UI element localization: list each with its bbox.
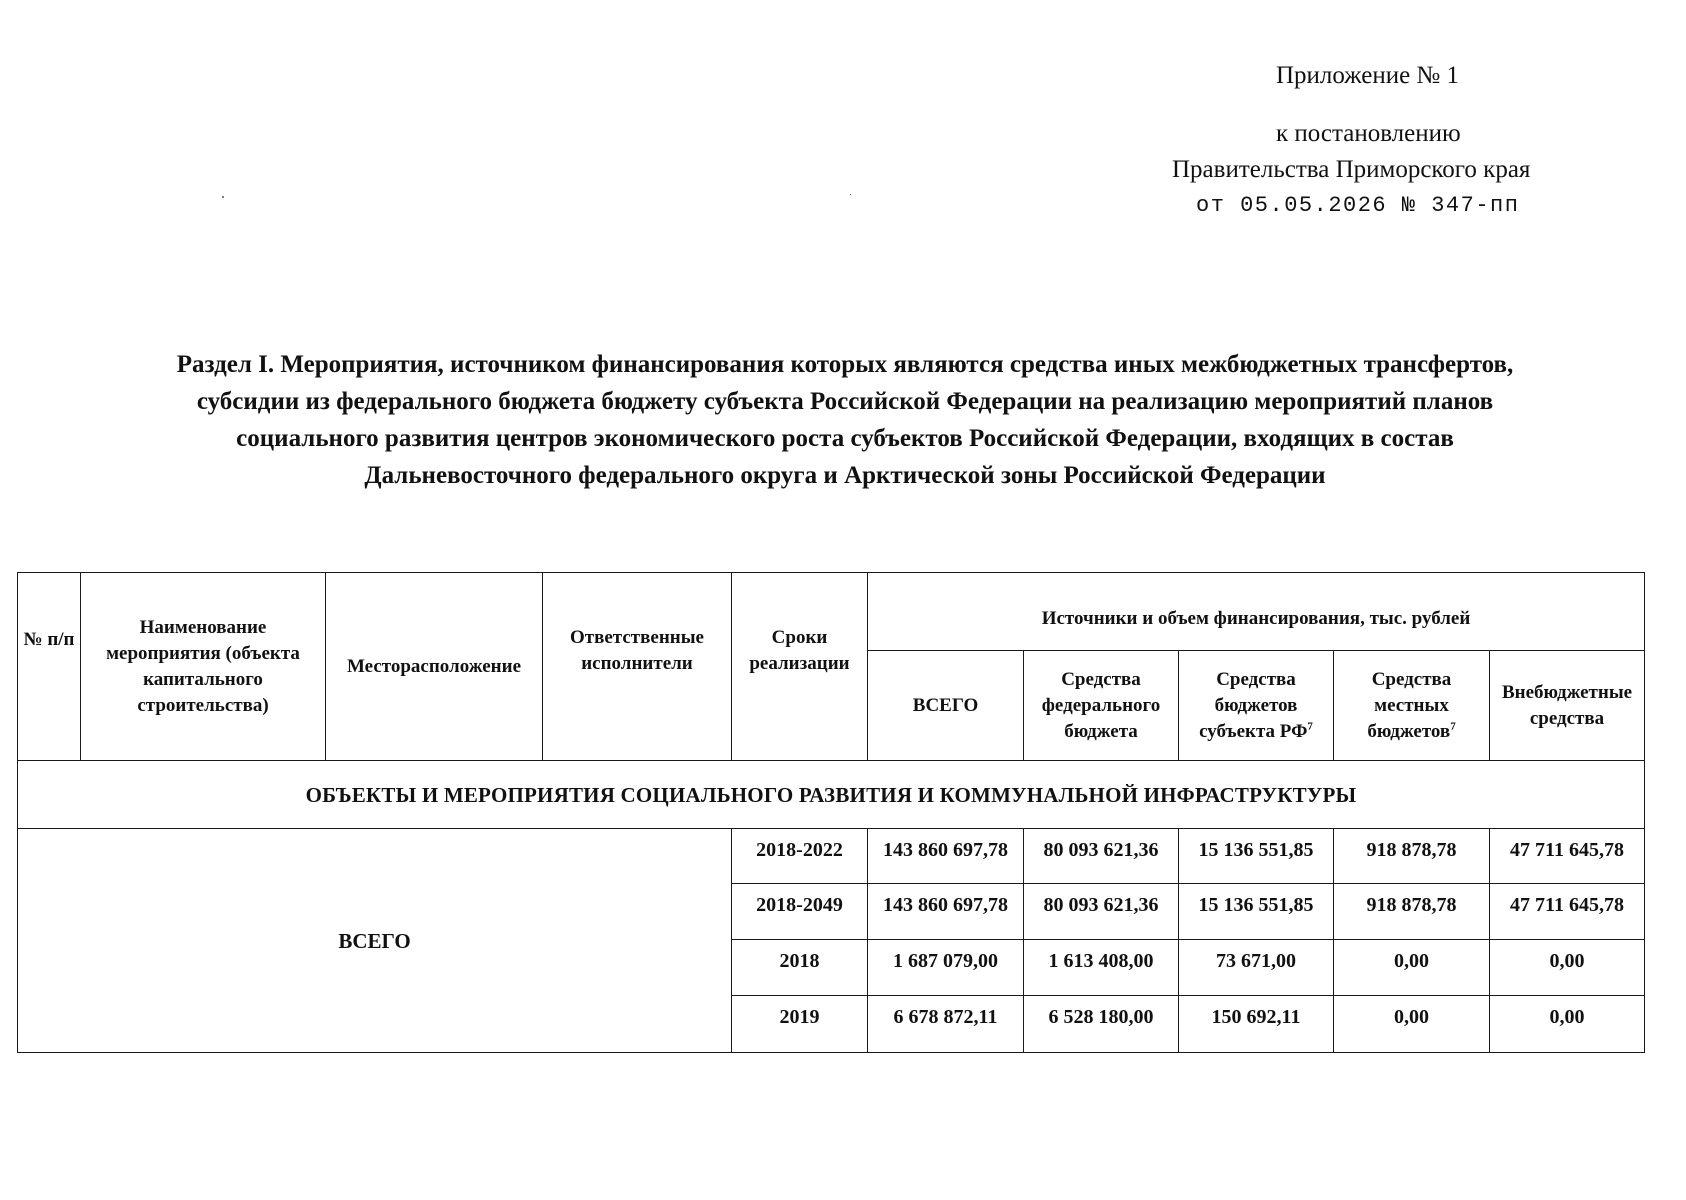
section-title-line: социального развития центров экономического роста субъектов Российской Федерации, входящих в состав	[236, 425, 1454, 452]
cell-total: 1 687 079,00	[868, 940, 1024, 996]
header-num: № п/п	[18, 573, 81, 761]
cell-regional: 150 692,11	[1179, 996, 1334, 1053]
cell-period: 2018	[732, 940, 868, 996]
scan-speck	[850, 194, 851, 195]
section-title-line: Дальневосточного федерального округа и Арктической зоны Российской Федерации	[364, 462, 1326, 489]
cell-local: 918 878,78	[1334, 829, 1490, 884]
cell-total: 6 678 872,11	[868, 996, 1024, 1053]
cell-federal: 1 613 408,00	[1024, 940, 1179, 996]
cell-federal: 80 093 621,36	[1024, 829, 1179, 884]
cell-extra: 0,00	[1490, 996, 1645, 1053]
header-local-text: Средства местных бюджетов	[1367, 668, 1452, 742]
section-heading-row: ОБЪЕКТЫ И МЕРОПРИЯТИЯ СОЦИАЛЬНОГО РАЗВИТИЯ И КОММУНАЛЬНОЙ ИНФРАСТРУКТУРЫ	[18, 761, 1645, 829]
cell-federal: 80 093 621,36	[1024, 884, 1179, 940]
cell-total: 143 860 697,78	[868, 884, 1024, 940]
section-title	[40, 346, 1650, 494]
appendix-to: к постановлению	[1276, 120, 1461, 147]
cell-period: 2018-2022	[732, 829, 868, 884]
header-extra: Внебюджетные средства	[1490, 651, 1645, 761]
footnote-marker: 7	[1450, 720, 1456, 733]
cell-extra: 47 711 645,78	[1490, 829, 1645, 884]
total-label: ВСЕГО	[18, 829, 732, 1053]
cell-extra: 47 711 645,78	[1490, 884, 1645, 940]
header-terms: Сроки реализации	[732, 573, 868, 761]
header-responsible: Ответственные исполнители	[543, 573, 732, 761]
section-title-line: субсидии из федерального бюджета бюджету субъекта Российской Федерации на реализацию мероприятий планов	[196, 388, 1494, 415]
cell-regional: 15 136 551,85	[1179, 884, 1334, 940]
cell-federal: 6 528 180,00	[1024, 996, 1179, 1053]
section-title-line: Раздел I. Мероприятия, источником финансирования которых являются средства иных межбюджетных трансфертов,	[176, 351, 1514, 378]
header-regional-text: Средства бюджетов субъекта РФ	[1199, 668, 1308, 742]
funding-table	[17, 572, 1645, 1053]
cell-regional: 73 671,00	[1179, 940, 1334, 996]
header-location: Месторасположение	[326, 573, 543, 761]
cell-total: 143 860 697,78	[868, 829, 1024, 884]
header-regional	[1179, 651, 1334, 761]
cell-local: 918 878,78	[1334, 884, 1490, 940]
header-federal: Средства федерального бюджета	[1024, 651, 1179, 761]
cell-regional: 15 136 551,85	[1179, 829, 1334, 884]
scan-speck	[222, 196, 224, 198]
cell-local: 0,00	[1334, 996, 1490, 1053]
table-row	[18, 829, 1645, 884]
appendix-authority: Правительства Приморского края	[1172, 156, 1531, 183]
header-total: ВСЕГО	[868, 651, 1024, 761]
footnote-marker: 7	[1307, 720, 1313, 733]
cell-period: 2018-2049	[732, 884, 868, 940]
cell-extra: 0,00	[1490, 940, 1645, 996]
appendix-date-number: от 05.05.2026 № 347-пп	[1196, 193, 1520, 218]
header-name: Наименование мероприятия (объекта капитального строительства)	[81, 573, 326, 761]
cell-period: 2019	[732, 996, 868, 1053]
header-local	[1334, 651, 1490, 761]
appendix-title: Приложение № 1	[1276, 62, 1460, 89]
appendix-block	[1160, 58, 1660, 224]
cell-local: 0,00	[1334, 940, 1490, 996]
header-funding-group: Источники и объем финансирования, тыс. рублей	[868, 573, 1645, 651]
